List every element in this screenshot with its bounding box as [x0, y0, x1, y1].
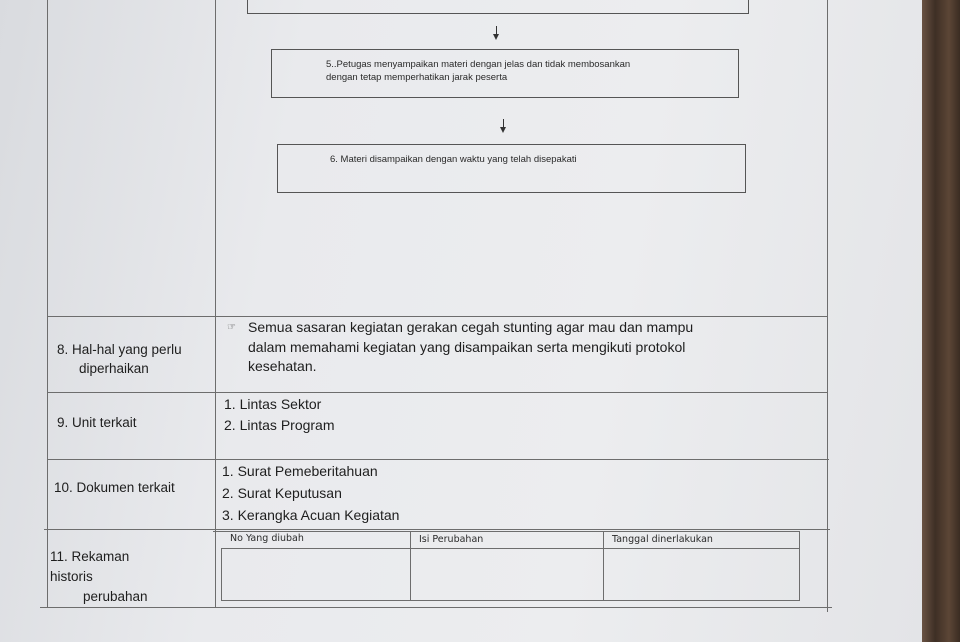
list-item: 2. Surat Keputusan	[222, 485, 342, 501]
label-column-divider	[215, 0, 216, 608]
history-col-divider	[221, 548, 222, 601]
history-header-divider	[221, 548, 800, 549]
history-col-divider	[799, 532, 800, 601]
row8-text-line1: Semua sasaran kegiatan gerakan cegah stunting agar mau dan mampu	[248, 319, 694, 335]
history-header-tanggal: Tanggal dinerlakukan	[612, 534, 713, 545]
list-item: 3. Kerangka Acuan Kegiatan	[222, 507, 400, 523]
history-col-divider	[603, 532, 604, 601]
history-table-bottom	[221, 600, 800, 601]
flow-step-box-top	[247, 0, 749, 14]
row9-label: 9. Unit terkait	[57, 415, 137, 430]
history-table-top	[213, 531, 800, 532]
row11-label-line3: perubahan	[83, 589, 148, 604]
pointing-hand-icon: ☞	[227, 322, 236, 333]
row10-list	[222, 460, 399, 526]
row8-label-line1: 8. Hal-hal yang perlu	[57, 342, 182, 357]
row10-label: 10. Dokumen terkait	[54, 480, 175, 495]
row8-text-line3: kesehatan.	[248, 358, 317, 374]
list-item: 1. Surat Pemeberitahuan	[222, 463, 378, 479]
list-item: 1. Lintas Sektor	[224, 396, 322, 412]
table-bottom-border	[40, 607, 832, 608]
flow-step-box-6	[277, 144, 746, 193]
row8-text	[248, 318, 823, 377]
row11-label	[50, 547, 148, 607]
row8-label	[57, 340, 215, 378]
row-divider	[47, 392, 828, 393]
row8-text-line2: dalam memahami kegiatan yang disampaikan serta mengikuti protokol	[248, 338, 686, 355]
table-left-border	[47, 0, 48, 608]
flow-step-5-line2: dengan tetap memperhatikan jarak peserta	[326, 72, 508, 83]
flow-step-5-text	[326, 58, 630, 84]
flow-step-5-line1: 5..Petugas menyampaikan materi dengan jelas dan tidak membosankan	[326, 59, 631, 70]
list-item: 2. Lintas Program	[224, 417, 335, 433]
row-divider	[47, 316, 828, 317]
table-right-border	[827, 0, 828, 612]
row11-label-line2: historis	[50, 569, 93, 584]
history-header-no: No Yang diubah	[230, 533, 304, 544]
flow-step-6-text: 6. Materi disampaikan dengan waktu yang telah disepakati	[330, 154, 577, 165]
row11-label-line1: 11. Rekaman	[50, 549, 130, 564]
history-header-isi: Isi Perubahan	[419, 534, 484, 545]
row-divider	[44, 529, 830, 530]
row9-list	[224, 394, 335, 436]
row8-label-line2: diperhaikan	[79, 361, 149, 376]
row-divider	[47, 459, 829, 460]
history-col-divider	[410, 532, 411, 601]
